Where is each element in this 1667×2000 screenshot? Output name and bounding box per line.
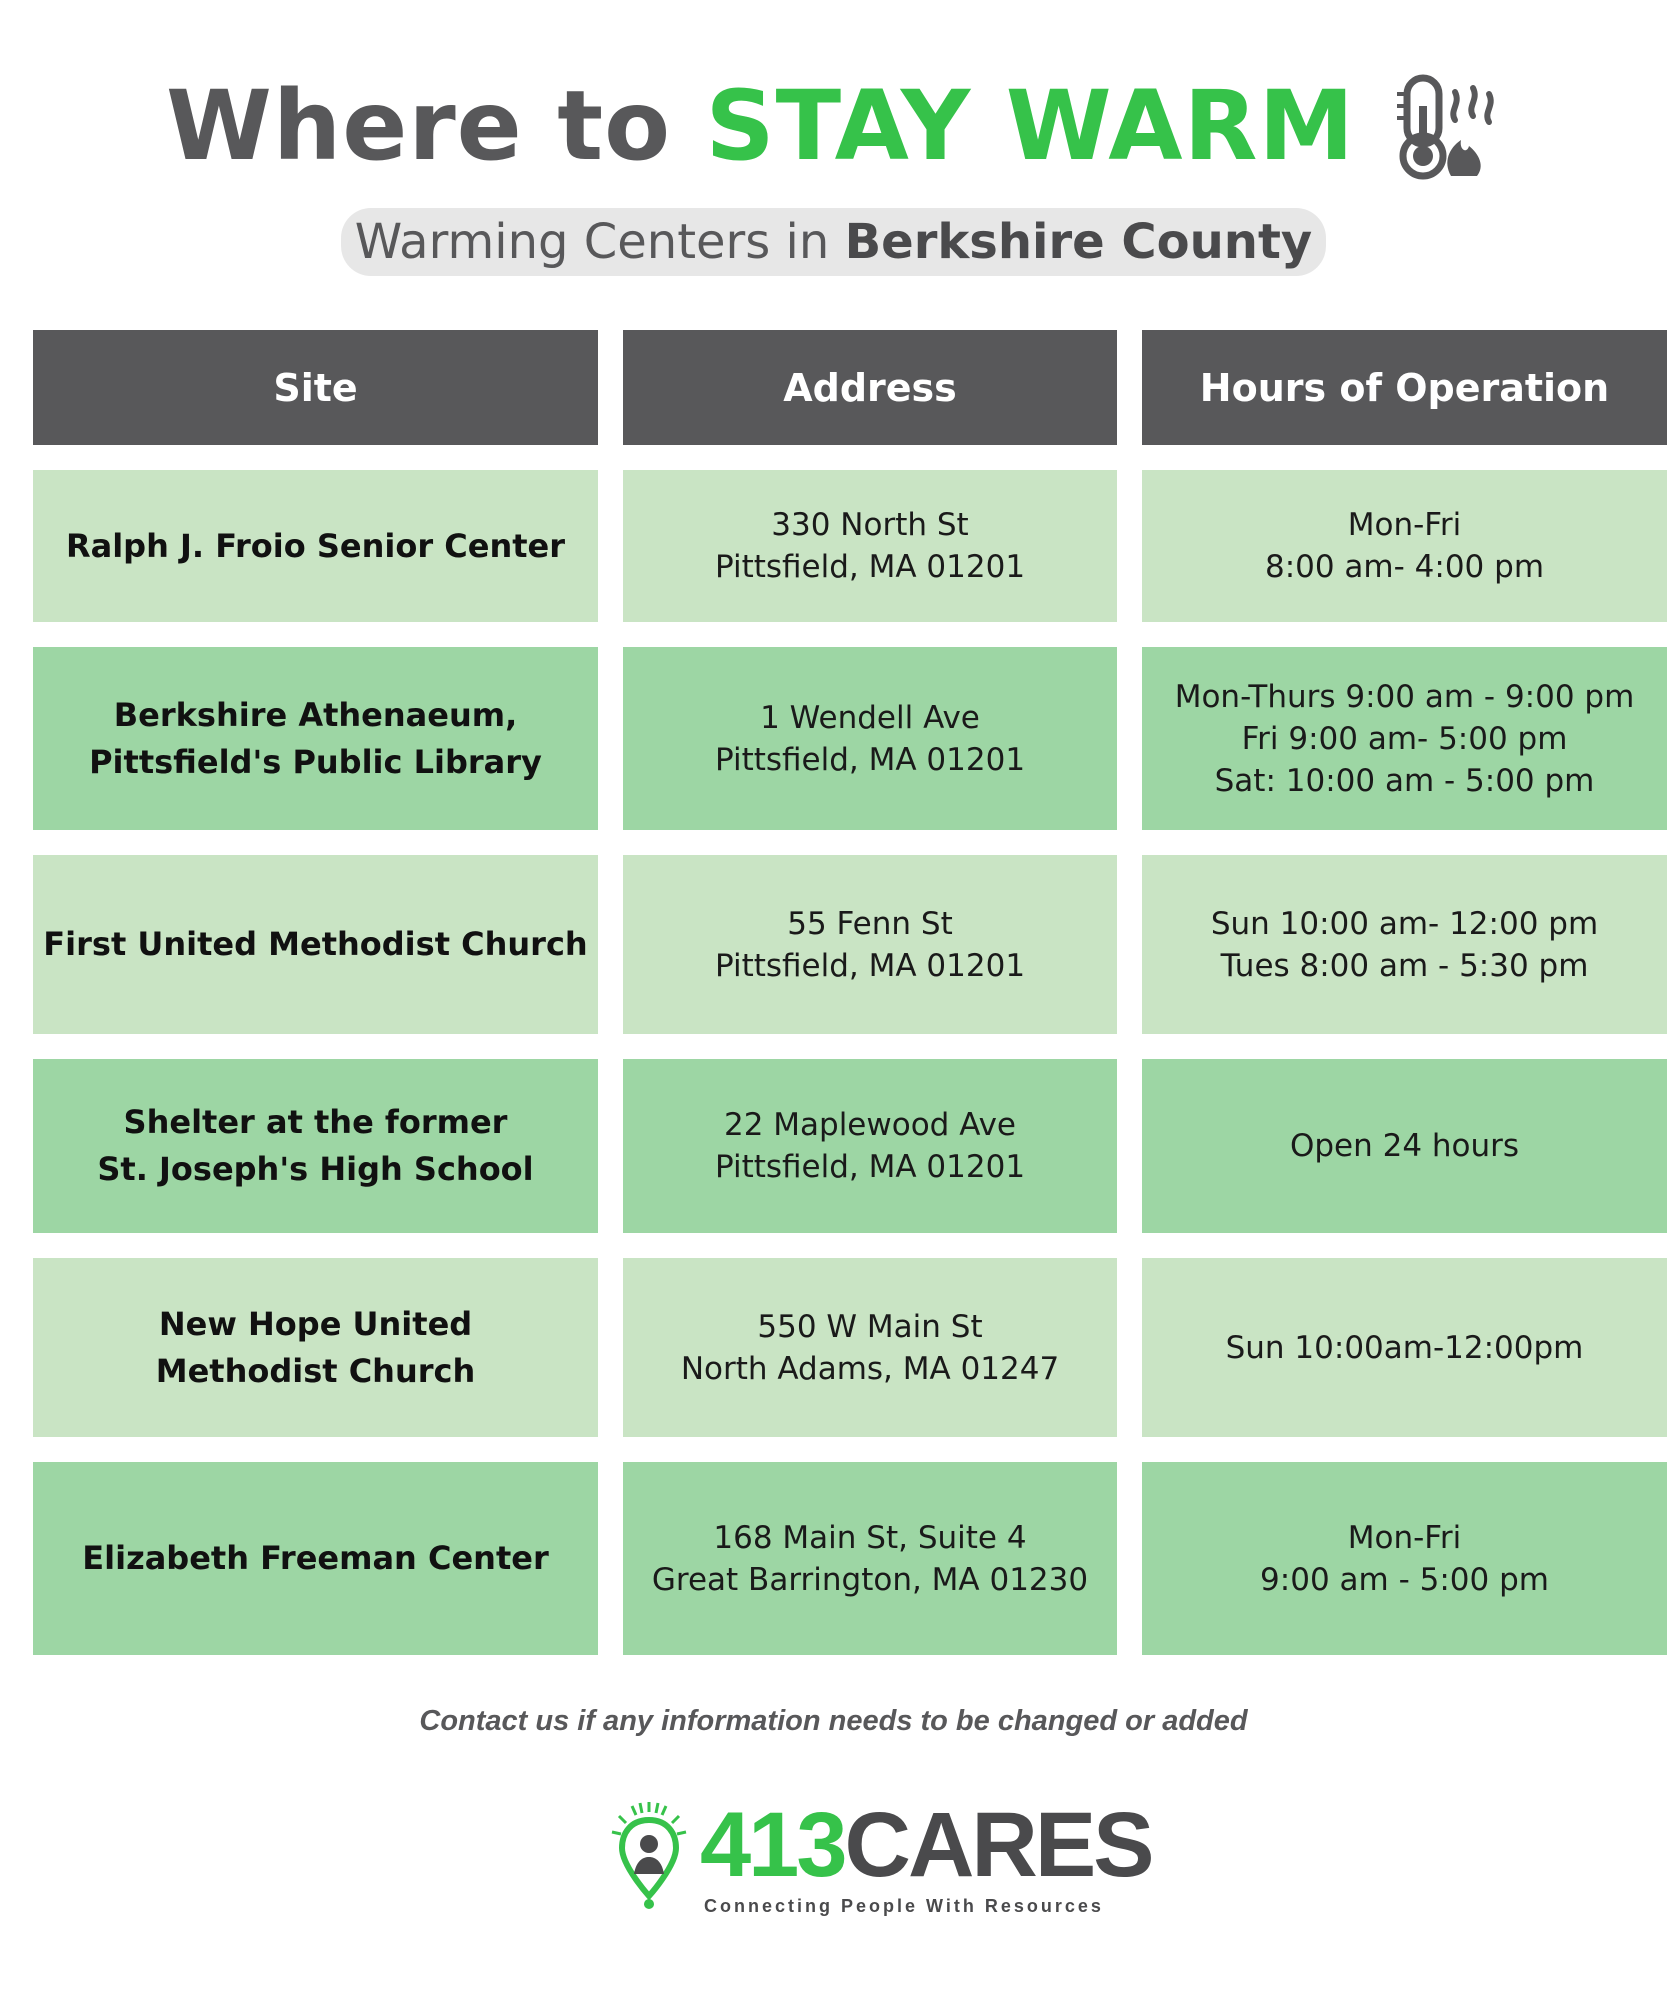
site-cell (33, 1258, 598, 1437)
hours-line: Mon-Thurs 9:00 am - 9:00 pm (1174, 678, 1635, 715)
site-line: Berkshire Athenaeum, (113, 695, 518, 734)
hours-line: Mon-Fri (1347, 1519, 1462, 1556)
hours-line: Sun 10:00am-12:00pm (1225, 1329, 1584, 1366)
hours-cell (1142, 855, 1667, 1034)
hours-line: Mon-Fri (1347, 507, 1462, 543)
site-line: Methodist Church (155, 1351, 476, 1390)
logo-wordmark (700, 1794, 1152, 1896)
address-line: 330 North St (771, 507, 969, 543)
hours-line: Sat: 10:00 am - 5:00 pm (1214, 762, 1595, 799)
address-line: Pittsfield, MA 01201 (714, 1149, 1026, 1185)
site-cell (33, 1059, 598, 1233)
title-part-stay-warm: STAY WARM (705, 70, 1356, 182)
hours-cell (1142, 470, 1667, 622)
hours-cell (1142, 1258, 1667, 1437)
address-line: Great Barrington, MA 01230 (651, 1561, 1089, 1598)
site-line: St. Joseph's High School (97, 1150, 534, 1188)
address-line: Pittsfield, MA 01201 (714, 549, 1026, 585)
logo-word-cares: CARES (844, 1794, 1152, 1896)
site-line: First United Methodist Church (43, 925, 588, 963)
subtitle-row (0, 208, 1667, 276)
address-line: 1 Wendell Ave (760, 699, 980, 736)
address-cell (623, 855, 1117, 1034)
column-header-site: Site (33, 330, 598, 445)
site-line: Elizabeth Freeman Center (82, 1539, 549, 1577)
column-header-address: Address (623, 330, 1117, 445)
site-cell (33, 855, 598, 1034)
logo-413cares (610, 1794, 1152, 1917)
hours-line: Tues 8:00 am - 5:30 pm (1220, 947, 1589, 984)
address-cell (623, 647, 1117, 830)
page-title-text (166, 70, 1355, 182)
hours-cell (1142, 647, 1667, 830)
address-line: 168 Main St, Suite 4 (713, 1519, 1027, 1556)
subtitle-text: Warming Centers in (354, 214, 830, 270)
location-pin-person-icon (610, 1800, 688, 1910)
address-cell (623, 470, 1117, 622)
address-cell (623, 1258, 1117, 1437)
subtitle (341, 208, 1326, 276)
hours-line: 9:00 am - 5:00 pm (1260, 1561, 1549, 1598)
address-line: 55 Fenn St (787, 905, 953, 942)
site-cell (33, 1462, 598, 1655)
hours-cell (1142, 1462, 1667, 1655)
address-line: North Adams, MA 01247 (680, 1350, 1060, 1387)
column-header-hours: Hours of Operation (1142, 330, 1667, 445)
title-part-where-to: Where to (165, 70, 672, 182)
site-line: Ralph J. Froio Senior Center (65, 526, 566, 565)
logo-number: 413 (700, 1794, 845, 1896)
warming-centers-table (33, 330, 1667, 1655)
site-cell (33, 470, 598, 622)
logo-text (700, 1794, 1152, 1917)
site-line: New Hope United (158, 1304, 473, 1343)
site-cell (33, 647, 598, 830)
address-cell (623, 1059, 1117, 1233)
hours-line: Sun 10:00 am- 12:00 pm (1210, 905, 1599, 942)
hours-line: Open 24 hours (1289, 1128, 1520, 1164)
hours-line: 8:00 am- 4:00 pm (1264, 549, 1545, 585)
subtitle-county: Berkshire County (844, 214, 1313, 270)
thermometer-fire-icon (1389, 70, 1501, 182)
site-line: Pittsfield's Public Library (89, 742, 542, 781)
contact-note: Contact us if any information needs to be changed or added (419, 1705, 1248, 1737)
site-line: Shelter at the former (123, 1103, 508, 1141)
address-line: 22 Maplewood Ave (723, 1107, 1017, 1143)
hours-line: Fri 9:00 am- 5:00 pm (1241, 720, 1568, 757)
address-line: Pittsfield, MA 01201 (714, 947, 1026, 984)
page-title (0, 70, 1667, 182)
address-line: 550 W Main St (757, 1308, 983, 1345)
hours-cell (1142, 1059, 1667, 1233)
address-line: Pittsfield, MA 01201 (714, 741, 1026, 778)
address-cell (623, 1462, 1117, 1655)
logo-tagline: Connecting People With Resources (704, 1896, 1104, 1916)
